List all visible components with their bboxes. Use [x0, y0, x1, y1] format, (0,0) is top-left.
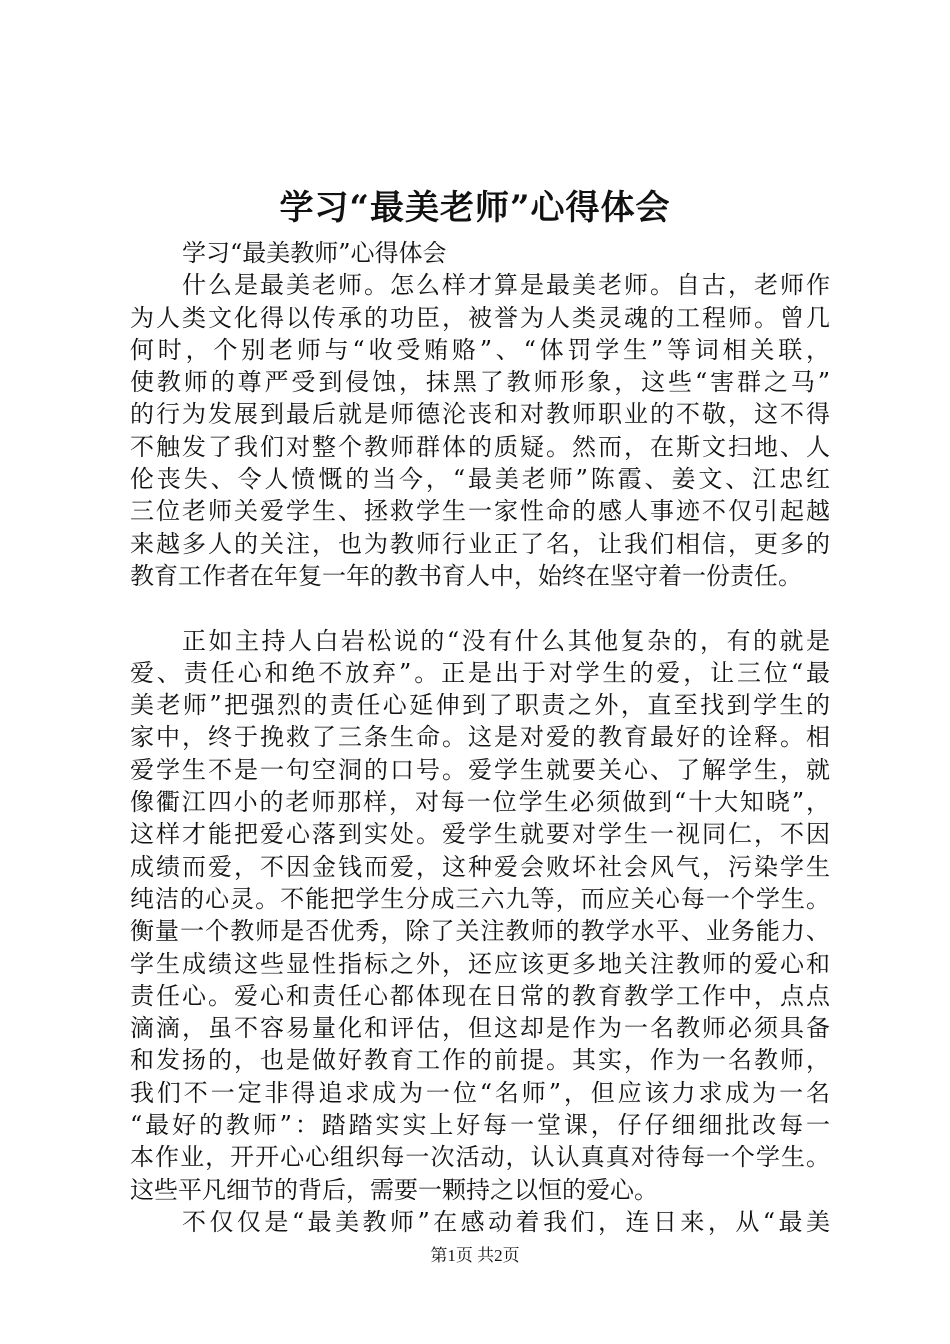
- text-line: 的行为发展到最后就是师德沦丧和对教师职业的不敬，这不得: [130, 400, 830, 429]
- text-line: 三位老师关爱学生、拯救学生一家性命的感人事迹不仅引起越: [130, 497, 830, 526]
- text-line: 我们不一定非得追求成为一位“名师”，但应该力求成为一名: [130, 1078, 830, 1107]
- text-line: 什么是最美老师。怎么样才算是最美老师。自古，老师作: [182, 271, 830, 300]
- text-line: 正如主持人白岩松说的“没有什么其他复杂的，有的就是: [182, 626, 830, 655]
- text-line: 美老师”把强烈的责任心延伸到了职责之外，直至找到学生的: [130, 691, 830, 720]
- document-title: 学习“最美老师”心得体会: [279, 188, 671, 228]
- blank-line: [130, 592, 830, 624]
- document-body: [130, 237, 830, 1238]
- text-line: 为人类文化得以传承的功臣，被誉为人类灵魂的工程师。曾几: [130, 303, 830, 332]
- text-line: 本作业，开开心心组织每一次活动，认认真真对待每一个学生。: [130, 1143, 830, 1172]
- text-line: 责任心。爱心和责任心都体现在日常的教育教学工作中，点点: [130, 981, 830, 1010]
- text-line: “最好的教师”：踏踏实实上好每一堂课，仔仔细细批改每一: [130, 1111, 830, 1140]
- paragraph-lines: [130, 269, 830, 1238]
- text-line: 像衢江四小的老师那样，对每一位学生必须做到“十大知晓”，: [130, 788, 830, 817]
- text-line: 成绩而爱，不因金钱而爱，这种爱会败坏社会风气，污染学生: [130, 852, 830, 881]
- text-line: 教育工作者在年复一年的教书育人中，始终在坚守着一份责任。: [130, 561, 802, 590]
- text-line: 伦丧失、令人愤慨的当今，“最美老师”陈霞、姜文、江忠红: [130, 465, 830, 494]
- text-line: 来越多人的关注，也为教师行业正了名，让我们相信，更多的: [130, 529, 830, 558]
- text-line: 这样才能把爱心落到实处。爱学生就要对学生一视同仁，不因: [130, 820, 830, 849]
- text-line: 爱学生不是一句空洞的口号。爱学生就要关心、了解学生，就: [130, 755, 830, 784]
- text-line: 不仅仅是“最美教师”在感动着我们，连日来，从“最美: [182, 1207, 830, 1236]
- text-line: 不触发了我们对整个教师群体的质疑。然而，在斯文扫地、人: [130, 432, 830, 461]
- text-line: 纯洁的心灵。不能把学生分成三六九等，而应关心每一个学生。: [130, 884, 830, 913]
- text-line: 学生成绩这些显性指标之外，还应该更多地关注教师的爱心和: [130, 949, 830, 978]
- text-line: 爱、责任心和绝不放弃”。正是出于对学生的爱，让三位“最: [130, 658, 830, 687]
- text-line: 衡量一个教师是否优秀，除了关注教师的教学水平、业务能力、: [130, 917, 830, 946]
- page-number: 第1页 共2页: [430, 1246, 520, 1265]
- text-line: 何时，个别老师与“收受贿赂”、“体罚学生”等词相关联，: [130, 335, 830, 364]
- text-line: 这些平凡细节的背后，需要一颗持之以恒的爱心。: [130, 1175, 658, 1204]
- text-line: 使教师的尊严受到侵蚀，抹黑了教师形象，这些“害群之马”: [130, 368, 830, 397]
- document-subtitle: 学习“最美教师”心得体会: [182, 239, 447, 267]
- text-line: 滴滴，虽不容易量化和评估，但这却是作为一名教师必须具备: [130, 1014, 830, 1043]
- text-line: 家中，终于挽救了三条生命。这是对爱的教育最好的诠释。相: [130, 723, 830, 752]
- text-line: 和发扬的，也是做好教育工作的前提。其实，作为一名教师，: [130, 1046, 830, 1075]
